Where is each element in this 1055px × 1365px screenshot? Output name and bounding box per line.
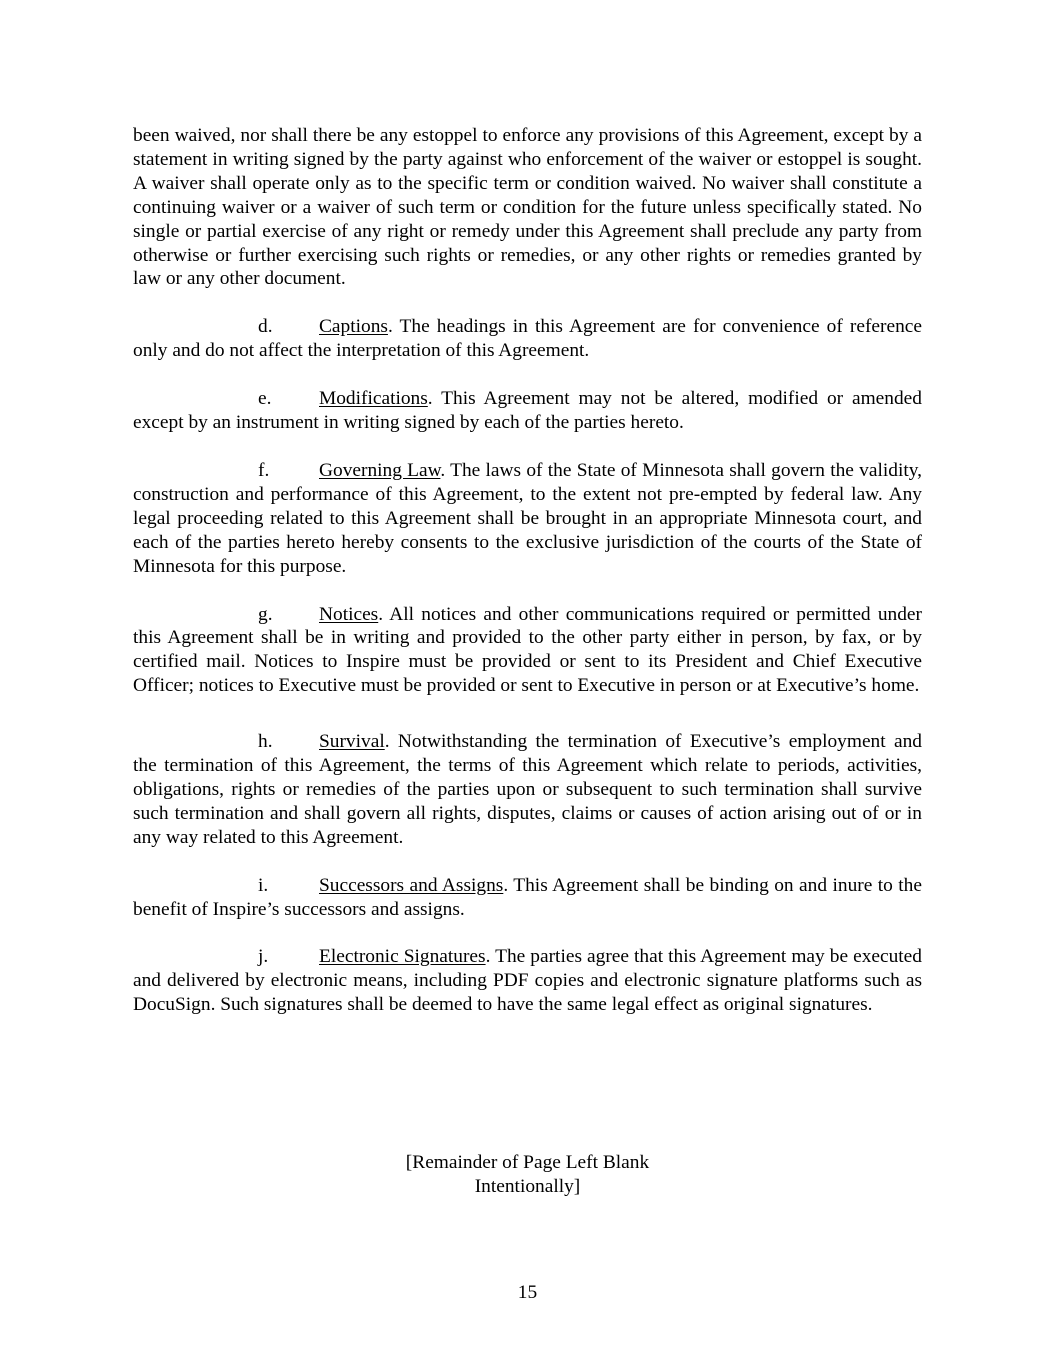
blank-note-line-1: [Remainder of Page Left Blank (405, 1152, 650, 1173)
section-text: . The parties agree that this Agreement may be executed and delivered by electronic means, including PDF copies and electronic signature platforms such as DocuSign. Such signatures shall be deemed to have the same legal effect as original signatures. (133, 946, 922, 1016)
section-text: . Notwithstanding the termination of Executive’s employment and the termination of this Agreement, the terms of this Agreement which relate to periods, activities, obligations, rights or remedies of the parties upon or subsequent to such termination shall survive such termination and shall govern all rights, disputes, claims or causes of action arising out of or in any way related to this Agreement. (133, 731, 922, 848)
section-caption: Notices (319, 603, 379, 625)
section-caption: Governing Law (319, 459, 441, 481)
section-letter: d. (258, 316, 273, 338)
section-letter: i. (258, 874, 269, 896)
section-modifications (133, 387, 922, 435)
section-caption: Electronic Signatures (319, 946, 486, 968)
section-text: . The headings in this Agreement are for convenience of reference only and do not affect the interpretation of this Agreement. (133, 316, 922, 362)
section-caption: Modifications (319, 388, 428, 410)
intro-paragraph: been waived, nor shall there be any estoppel to enforce any provisions of this Agreement, except by a statement in writing signed by the party against who enforcement of the waiver or estoppel is sought. A waiver shall operate only as to the specific term or condition waived. No waiver shall constitute a continuing waiver or a waiver of such term or condition for the future unless specifically stated. No single or partial exercise of any right or remedy under this Agreement shall preclude any party from otherwise or further exercising such rights or remedies, or any other rights or remedies granted by law or any other document. (133, 125, 922, 290)
section-text: . All notices and other communications required or permitted under this Agreement shall be in writing and provided to the other party either in person, by fax, or by certified mail. Notices to Inspire must be provided or sent to its President and Chief Executive Officer; notices to Executive must be provided or sent to Executive in person or at Executive’s home. (133, 603, 922, 697)
section-letter: g. (258, 603, 273, 625)
section-notices (133, 603, 922, 699)
section-text: . This Agreement may not be altered, modified or amended except by an instrument in writing signed by each of the parties hereto. (133, 388, 922, 434)
blank-note-line-2: Intentionally] (474, 1175, 581, 1197)
section-letter: j. (258, 946, 269, 968)
section-letter: h. (258, 731, 273, 753)
document-body (133, 124, 922, 1041)
section-survival (133, 730, 922, 850)
section-letter: f. (258, 459, 270, 481)
section-letter: e. (258, 388, 272, 410)
section-governing-law (133, 459, 922, 579)
section-caption: Captions (319, 316, 388, 338)
section-captions (133, 315, 922, 363)
section-text: . The laws of the State of Minnesota shall govern the validity, construction and performance of this Agreement, to the extent not pre-empted by federal law. Any legal proceeding related to this Agreement shall be brought in an appropriate Minnesota court, and each of the parties hereto hereby consents to the exclusive jurisdiction of the courts of the State of Minnesota for this purpose. (133, 459, 922, 577)
section-text: . This Agreement shall be binding on and inure to the benefit of Inspire’s successors and assigns. (133, 874, 922, 920)
remainder-blank-note (0, 1151, 1055, 1199)
section-caption: Successors and Assigns (319, 874, 504, 896)
page-number: 15 (517, 1282, 538, 1303)
section-successors-and-assigns (133, 874, 922, 922)
section-caption: Survival (319, 731, 385, 753)
section-electronic-signatures (133, 945, 922, 1017)
